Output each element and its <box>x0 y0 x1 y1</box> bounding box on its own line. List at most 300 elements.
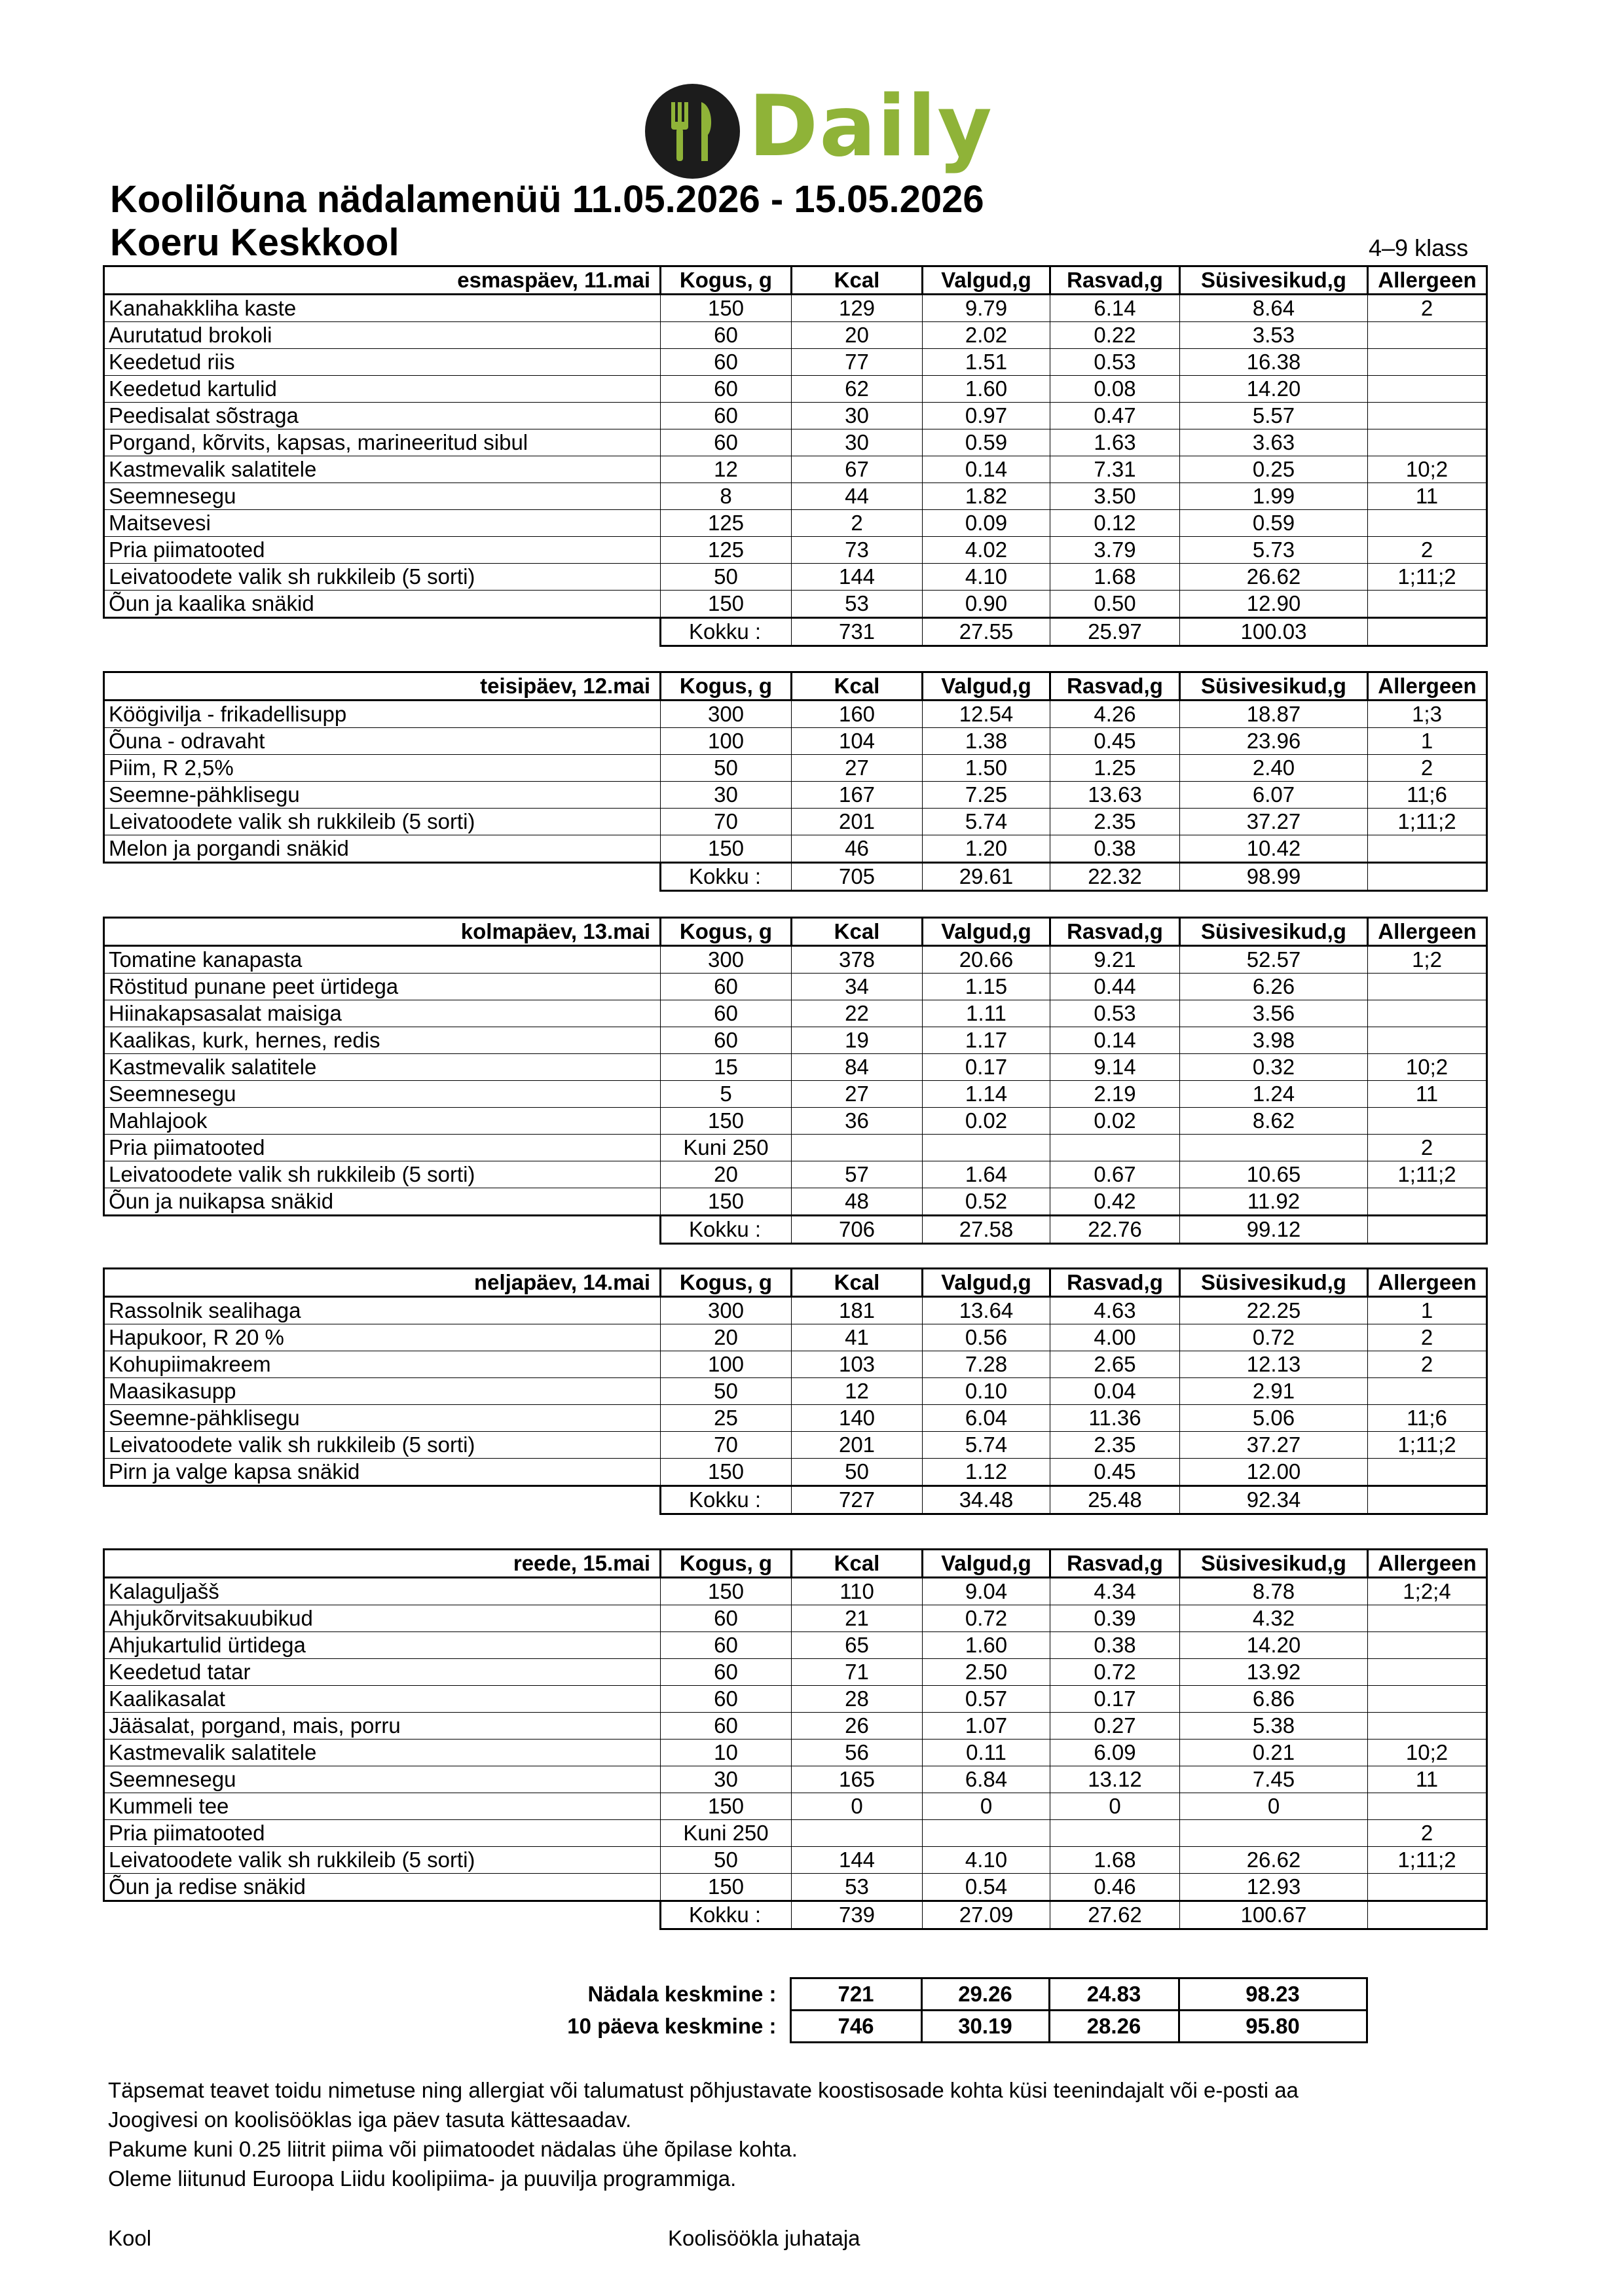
nutrition-cell: 5.38 <box>1180 1713 1368 1740</box>
dish-name: Köögivilja - frikadellisupp <box>104 701 661 728</box>
table-row <box>104 701 1487 728</box>
nutrition-cell: 73 <box>792 537 923 564</box>
nutrition-cell: 0.67 <box>1050 1161 1180 1188</box>
dish-name: Pria piimatooted <box>104 1135 661 1161</box>
table-row <box>104 295 1487 322</box>
total-value: 27.62 <box>1050 1901 1180 1929</box>
table-row <box>104 1135 1487 1161</box>
nutrition-cell: 11 <box>1368 483 1487 510</box>
dish-name: Hiinakapsasalat maisiga <box>104 1000 661 1027</box>
nutrition-cell: 60 <box>661 1000 792 1027</box>
nutrition-cell: 4.10 <box>923 564 1050 591</box>
nutrition-cell: 15 <box>661 1054 792 1081</box>
nutrition-cell: 1.12 <box>923 1459 1050 1486</box>
column-header: Kcal <box>792 1269 923 1297</box>
dish-name: Jääsalat, porgand, mais, porru <box>104 1713 661 1740</box>
total-value: 27.55 <box>923 618 1050 646</box>
nutrition-cell: 2 <box>1368 1351 1487 1378</box>
table-row <box>104 728 1487 755</box>
nutrition-cell: Kuni 250 <box>661 1135 792 1161</box>
total-value: 34.48 <box>923 1486 1050 1514</box>
nutrition-cell: 4.63 <box>1050 1297 1180 1324</box>
nutrition-cell: 60 <box>661 322 792 349</box>
nutrition-cell: 5.57 <box>1180 403 1368 429</box>
table-row <box>104 1000 1487 1027</box>
table-row <box>104 1740 1487 1766</box>
dish-name: Aurutatud brokoli <box>104 322 661 349</box>
nutrition-cell: 103 <box>792 1351 923 1378</box>
grade-label: 4–9 klass <box>1369 234 1469 261</box>
nutrition-cell <box>1180 1820 1368 1847</box>
column-header: Kogus, g <box>661 266 792 295</box>
dish-name: Rassolnik sealihaga <box>104 1297 661 1324</box>
total-row <box>104 863 1487 891</box>
table-row <box>104 1874 1487 1901</box>
nutrition-cell: 53 <box>792 591 923 618</box>
blank-cell <box>1368 1486 1487 1514</box>
nutrition-cell: 12.90 <box>1180 591 1368 618</box>
day-name: teisipäev, 12.mai <box>104 672 661 701</box>
column-header: Valgud,g <box>923 1269 1050 1297</box>
nutrition-cell: 60 <box>661 1713 792 1740</box>
table-row <box>104 591 1487 618</box>
nutrition-cell: 2 <box>1368 295 1487 322</box>
nutrition-cell: 27 <box>792 755 923 782</box>
nutrition-cell: 60 <box>661 403 792 429</box>
total-row <box>104 1486 1487 1514</box>
nutrition-cell: 30 <box>792 429 923 456</box>
nutrition-cell: 18.87 <box>1180 701 1368 728</box>
nutrition-cell: 181 <box>792 1297 923 1324</box>
nutrition-cell: 11;6 <box>1368 1405 1487 1432</box>
nutrition-cell: 60 <box>661 376 792 403</box>
nutrition-cell: 3.98 <box>1180 1027 1368 1054</box>
nutrition-cell: 125 <box>661 537 792 564</box>
nutrition-cell <box>1368 1188 1487 1216</box>
blank-cell <box>104 1216 661 1244</box>
nutrition-cell: 60 <box>661 1686 792 1713</box>
nutrition-cell: 70 <box>661 1432 792 1459</box>
nutrition-cell: 57 <box>792 1161 923 1188</box>
total-value: 706 <box>792 1216 923 1244</box>
nutrition-cell: 0.25 <box>1180 456 1368 483</box>
table-row <box>104 1686 1487 1713</box>
nutrition-cell: 21 <box>792 1605 923 1632</box>
dish-name: Keedetud riis <box>104 349 661 376</box>
nutrition-cell: 0.45 <box>1050 728 1180 755</box>
total-label: Kokku : <box>661 618 792 646</box>
column-header: Kogus, g <box>661 1269 792 1297</box>
day-name: reede, 15.mai <box>104 1550 661 1578</box>
nutrition-cell: 19 <box>792 1027 923 1054</box>
dish-name: Seemne-pähklisegu <box>104 1405 661 1432</box>
table-row <box>104 1605 1487 1632</box>
daily-logo <box>645 78 999 180</box>
nutrition-cell: 100 <box>661 728 792 755</box>
dish-name: Piim, R 2,5% <box>104 755 661 782</box>
table-row <box>104 755 1487 782</box>
dish-name: Leivatoodete valik sh rukkileib (5 sorti) <box>104 564 661 591</box>
nutrition-cell <box>1368 1605 1487 1632</box>
nutrition-cell: 7.45 <box>1180 1766 1368 1793</box>
menu-table-day <box>103 671 1488 892</box>
table-row <box>104 1578 1487 1605</box>
nutrition-cell: 12 <box>661 456 792 483</box>
table-row <box>104 1847 1487 1874</box>
total-value: 731 <box>792 618 923 646</box>
dish-name: Kastmevalik salatitele <box>104 1054 661 1081</box>
nutrition-cell: 50 <box>661 1378 792 1405</box>
nutrition-cell: 13.64 <box>923 1297 1050 1324</box>
column-header: Valgud,g <box>923 918 1050 946</box>
nutrition-cell: 0.50 <box>1050 591 1180 618</box>
nutrition-cell: 26.62 <box>1180 564 1368 591</box>
nutrition-cell: 300 <box>661 701 792 728</box>
nutrition-cell: 4.34 <box>1050 1578 1180 1605</box>
nutrition-cell: 129 <box>792 295 923 322</box>
nutrition-cell: 3.56 <box>1180 1000 1368 1027</box>
nutrition-cell: 100 <box>661 1351 792 1378</box>
nutrition-cell: 1.14 <box>923 1081 1050 1108</box>
column-header: Rasvad,g <box>1050 266 1180 295</box>
nutrition-cell: 0.21 <box>1180 1740 1368 1766</box>
logo-wordmark: Daily <box>748 78 993 175</box>
nutrition-cell <box>1368 1000 1487 1027</box>
nutrition-cell: 3.79 <box>1050 537 1180 564</box>
day-name: esmaspäev, 11.mai <box>104 266 661 295</box>
total-value: 99.12 <box>1180 1216 1368 1244</box>
dish-name: Kalaguljašš <box>104 1578 661 1605</box>
total-value: 22.32 <box>1050 863 1180 891</box>
nutrition-cell <box>1368 510 1487 537</box>
nutrition-cell: 10.65 <box>1180 1161 1368 1188</box>
nutrition-cell: 10 <box>661 1740 792 1766</box>
total-value: 29.61 <box>923 863 1050 891</box>
table-row <box>104 537 1487 564</box>
total-value: 27.58 <box>923 1216 1050 1244</box>
day-name: neljapäev, 14.mai <box>104 1269 661 1297</box>
table-row <box>104 510 1487 537</box>
nutrition-cell: 0.56 <box>923 1324 1050 1351</box>
table-row <box>104 809 1487 835</box>
table-row <box>104 1820 1487 1847</box>
average-value: 28.26 <box>1049 2011 1179 2043</box>
nutrition-cell: 20 <box>661 1161 792 1188</box>
table-row <box>104 1659 1487 1686</box>
nutrition-cell: 11 <box>1368 1081 1487 1108</box>
nutrition-cell: 1.51 <box>923 349 1050 376</box>
note-line: Joogivesi on koolisööklas iga päev tasuta kättesaadav. <box>108 2107 632 2132</box>
nutrition-cell: 12.00 <box>1180 1459 1368 1486</box>
blank-cell <box>104 1486 661 1514</box>
nutrition-cell <box>1368 322 1487 349</box>
nutrition-cell: 2 <box>1368 1820 1487 1847</box>
nutrition-cell: 60 <box>661 429 792 456</box>
nutrition-cell: 0.14 <box>1050 1027 1180 1054</box>
column-header: Kcal <box>792 1550 923 1578</box>
nutrition-cell: 378 <box>792 946 923 974</box>
column-header: Valgud,g <box>923 266 1050 295</box>
nutrition-cell: 3.63 <box>1180 429 1368 456</box>
nutrition-cell: 28 <box>792 1686 923 1713</box>
column-header: Süsivesikud,g <box>1180 672 1368 701</box>
nutrition-cell: 67 <box>792 456 923 483</box>
table-row <box>104 1793 1487 1820</box>
average-row <box>103 2011 1367 2043</box>
nutrition-cell: 0.47 <box>1050 403 1180 429</box>
nutrition-cell: 0.09 <box>923 510 1050 537</box>
nutrition-cell: 0.46 <box>1050 1874 1180 1901</box>
school-name: Koeru Keskkool <box>110 221 399 264</box>
nutrition-cell: 0.08 <box>1050 376 1180 403</box>
column-header: Süsivesikud,g <box>1180 1550 1368 1578</box>
nutrition-cell: 0.72 <box>1180 1324 1368 1351</box>
dish-name: Kastmevalik salatitele <box>104 1740 661 1766</box>
nutrition-cell: 9.21 <box>1050 946 1180 974</box>
blank-cell <box>1368 1216 1487 1244</box>
nutrition-cell: 60 <box>661 1605 792 1632</box>
nutrition-cell: 56 <box>792 1740 923 1766</box>
nutrition-cell: 0.42 <box>1050 1188 1180 1216</box>
nutrition-cell: 1;2 <box>1368 946 1487 974</box>
dish-name: Ahjukõrvitsakuubikud <box>104 1605 661 1632</box>
column-header: Kcal <box>792 266 923 295</box>
nutrition-cell: 5.74 <box>923 1432 1050 1459</box>
notes <box>108 2075 1490 2193</box>
nutrition-cell: 50 <box>661 564 792 591</box>
total-row <box>104 1216 1487 1244</box>
dish-name: Ahjukartulid ürtidega <box>104 1632 661 1659</box>
nutrition-cell <box>923 1820 1050 1847</box>
nutrition-cell: 6.07 <box>1180 782 1368 809</box>
table-row <box>104 1324 1487 1351</box>
nutrition-cell: 10.42 <box>1180 835 1368 863</box>
nutrition-cell: 60 <box>661 1027 792 1054</box>
nutrition-cell: 3.53 <box>1180 322 1368 349</box>
nutrition-cell: 300 <box>661 946 792 974</box>
nutrition-cell: 2 <box>1368 755 1487 782</box>
table-row <box>104 376 1487 403</box>
dish-name: Pria piimatooted <box>104 537 661 564</box>
signature-canteen-manager: Koolisöökla juhataja <box>668 2226 860 2250</box>
dish-name: Õun ja nuikapsa snäkid <box>104 1188 661 1216</box>
menu-table-day <box>103 1267 1488 1515</box>
average-value: 746 <box>790 2011 921 2043</box>
nutrition-cell: 36 <box>792 1108 923 1135</box>
total-value: 92.34 <box>1180 1486 1368 1514</box>
nutrition-cell: 2 <box>1368 1324 1487 1351</box>
dish-name: Peedisalat sõstraga <box>104 403 661 429</box>
nutrition-cell: 1.68 <box>1050 564 1180 591</box>
dish-name: Porgand, kõrvits, kapsas, marineeritud sibul <box>104 429 661 456</box>
note-line: Täpsemat teavet toidu nimetuse ning allergiat või talumatust põhjustavate koostisosade kohta küsi teenindajalt või e-posti aa <box>108 2078 1299 2102</box>
table-row <box>104 456 1487 483</box>
nutrition-cell <box>1368 376 1487 403</box>
dish-name: Kaalikas, kurk, hernes, redis <box>104 1027 661 1054</box>
nutrition-cell <box>1368 835 1487 863</box>
nutrition-cell: 16.38 <box>1180 349 1368 376</box>
day-name: kolmapäev, 13.mai <box>104 918 661 946</box>
nutrition-cell: 7.31 <box>1050 456 1180 483</box>
nutrition-cell: 71 <box>792 1659 923 1686</box>
nutrition-cell: 0.57 <box>923 1686 1050 1713</box>
nutrition-cell: 6.86 <box>1180 1686 1368 1713</box>
nutrition-cell: 10;2 <box>1368 456 1487 483</box>
note-line: Pakume kuni 0.25 liitrit piima või piimatoodet nädalas ühe õpilase kohta. <box>108 2137 798 2161</box>
nutrition-cell <box>1368 1027 1487 1054</box>
table-row <box>104 1081 1487 1108</box>
nutrition-cell: 1.63 <box>1050 429 1180 456</box>
dish-name: Kaalikasalat <box>104 1686 661 1713</box>
nutrition-cell: 46 <box>792 835 923 863</box>
nutrition-cell: 1.50 <box>923 755 1050 782</box>
average-label: 10 päeva keskmine : <box>567 2014 777 2038</box>
average-row <box>103 1978 1367 2011</box>
nutrition-cell: 1.38 <box>923 728 1050 755</box>
nutrition-cell: 5.74 <box>923 809 1050 835</box>
nutrition-cell: 14.20 <box>1180 376 1368 403</box>
nutrition-cell: 20 <box>792 322 923 349</box>
nutrition-cell: 0.38 <box>1050 1632 1180 1659</box>
nutrition-cell <box>1368 1874 1487 1901</box>
nutrition-cell: 0 <box>923 1793 1050 1820</box>
table-row <box>104 974 1487 1000</box>
nutrition-cell: 13.63 <box>1050 782 1180 809</box>
table-row <box>104 1351 1487 1378</box>
total-label: Kokku : <box>661 1486 792 1514</box>
nutrition-cell: 1.11 <box>923 1000 1050 1027</box>
nutrition-cell: 0.39 <box>1050 1605 1180 1632</box>
column-header: Kcal <box>792 672 923 701</box>
nutrition-cell <box>923 1135 1050 1161</box>
nutrition-cell: 10;2 <box>1368 1054 1487 1081</box>
nutrition-cell <box>1050 1135 1180 1161</box>
nutrition-cell: 0.02 <box>1050 1108 1180 1135</box>
nutrition-cell: 41 <box>792 1324 923 1351</box>
nutrition-cell: 2 <box>1368 537 1487 564</box>
column-header: Süsivesikud,g <box>1180 918 1368 946</box>
dish-name: Röstitud punane peet ürtidega <box>104 974 661 1000</box>
fork-knife-icon <box>645 84 740 179</box>
dish-name: Leivatoodete valik sh rukkileib (5 sorti) <box>104 1161 661 1188</box>
nutrition-cell: 0.17 <box>923 1054 1050 1081</box>
nutrition-cell: 144 <box>792 1847 923 1874</box>
average-value: 30.19 <box>921 2011 1049 2043</box>
nutrition-cell: 0.54 <box>923 1874 1050 1901</box>
dish-name: Maasikasupp <box>104 1378 661 1405</box>
nutrition-cell: 0.72 <box>1050 1659 1180 1686</box>
column-header: Allergeen <box>1368 672 1487 701</box>
nutrition-cell: 4.26 <box>1050 701 1180 728</box>
nutrition-cell: 1.17 <box>923 1027 1050 1054</box>
menu-table-day <box>103 917 1488 1245</box>
nutrition-cell: 50 <box>661 755 792 782</box>
nutrition-cell: 0.32 <box>1180 1054 1368 1081</box>
dish-name: Seemnesegu <box>104 1081 661 1108</box>
nutrition-cell: 0 <box>1050 1793 1180 1820</box>
column-header: Kogus, g <box>661 672 792 701</box>
nutrition-cell: 13.92 <box>1180 1659 1368 1686</box>
nutrition-cell <box>1368 1378 1487 1405</box>
nutrition-cell: 2 <box>1368 1135 1487 1161</box>
nutrition-cell: 60 <box>661 1632 792 1659</box>
nutrition-cell: 150 <box>661 1188 792 1216</box>
total-value: 98.99 <box>1180 863 1368 891</box>
dish-name: Leivatoodete valik sh rukkileib (5 sorti) <box>104 809 661 835</box>
table-row <box>104 1297 1487 1324</box>
dish-name: Mahlajook <box>104 1108 661 1135</box>
nutrition-cell <box>1368 1108 1487 1135</box>
nutrition-cell: 1.15 <box>923 974 1050 1000</box>
nutrition-cell: 167 <box>792 782 923 809</box>
average-value: 721 <box>790 1978 921 2011</box>
nutrition-cell: 6.84 <box>923 1766 1050 1793</box>
column-header: Allergeen <box>1368 918 1487 946</box>
dish-name: Kohupiimakreem <box>104 1351 661 1378</box>
nutrition-cell: 1.68 <box>1050 1847 1180 1874</box>
total-value: 727 <box>792 1486 923 1514</box>
nutrition-cell: 0.59 <box>1180 510 1368 537</box>
nutrition-cell: 1;11;2 <box>1368 809 1487 835</box>
blank-cell <box>1368 618 1487 646</box>
nutrition-cell: 150 <box>661 1874 792 1901</box>
nutrition-cell: 62 <box>792 376 923 403</box>
nutrition-cell: 0.27 <box>1050 1713 1180 1740</box>
dish-name: Maitsevesi <box>104 510 661 537</box>
total-label: Kokku : <box>661 1216 792 1244</box>
menu-table-day <box>103 265 1488 647</box>
nutrition-cell: 23.96 <box>1180 728 1368 755</box>
nutrition-cell <box>1368 591 1487 618</box>
dish-name: Kastmevalik salatitele <box>104 456 661 483</box>
nutrition-cell: 48 <box>792 1188 923 1216</box>
total-value: 100.03 <box>1180 618 1368 646</box>
blank-cell <box>1368 863 1487 891</box>
nutrition-cell: 3.50 <box>1050 483 1180 510</box>
table-row <box>104 835 1487 863</box>
nutrition-cell: 1 <box>1368 728 1487 755</box>
nutrition-cell: 2.91 <box>1180 1378 1368 1405</box>
average-value: 29.26 <box>921 1978 1049 2011</box>
nutrition-cell: 0.10 <box>923 1378 1050 1405</box>
nutrition-cell: 201 <box>792 1432 923 1459</box>
nutrition-cell: 37.27 <box>1180 1432 1368 1459</box>
nutrition-cell <box>1368 974 1487 1000</box>
nutrition-cell: 160 <box>792 701 923 728</box>
note-line: Oleme liitunud Euroopa Liidu koolipiima- ja puuvilja programmiga. <box>108 2166 737 2191</box>
nutrition-cell: 6.26 <box>1180 974 1368 1000</box>
nutrition-cell: 60 <box>661 1659 792 1686</box>
average-value: 98.23 <box>1179 1978 1367 2011</box>
dish-name: Melon ja porgandi snäkid <box>104 835 661 863</box>
nutrition-cell <box>1050 1820 1180 1847</box>
column-header: Allergeen <box>1368 1550 1487 1578</box>
nutrition-cell: 0.53 <box>1050 349 1180 376</box>
column-header: Süsivesikud,g <box>1180 1269 1368 1297</box>
dish-name: Keedetud kartulid <box>104 376 661 403</box>
nutrition-cell: 1.20 <box>923 835 1050 863</box>
nutrition-cell <box>792 1135 923 1161</box>
nutrition-cell: 1 <box>1368 1297 1487 1324</box>
column-header: Rasvad,g <box>1050 918 1180 946</box>
page-title: Koolilõuna nädalamenüü 11.05.2026 - 15.05.2026 <box>110 178 984 221</box>
nutrition-cell: 0 <box>1180 1793 1368 1820</box>
nutrition-cell: 60 <box>661 974 792 1000</box>
nutrition-cell: 150 <box>661 1459 792 1486</box>
nutrition-cell: 201 <box>792 809 923 835</box>
dish-name: Keedetud tatar <box>104 1659 661 1686</box>
nutrition-cell: 1;11;2 <box>1368 1847 1487 1874</box>
